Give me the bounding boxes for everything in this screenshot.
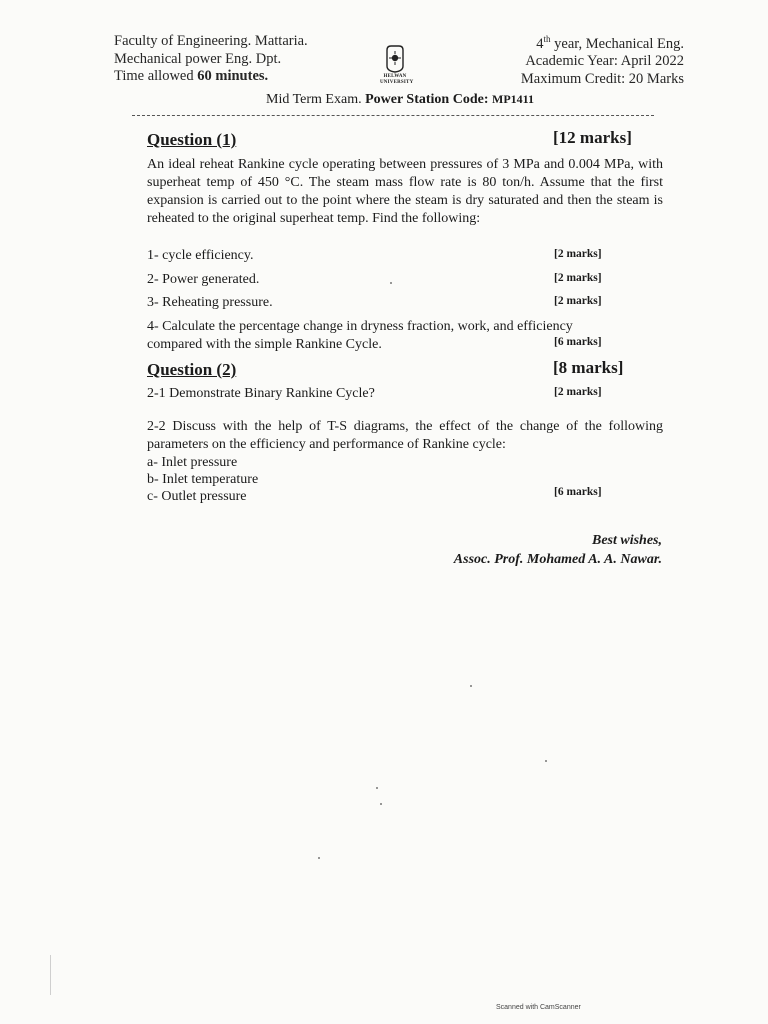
question-1-title: Question (1)	[147, 130, 237, 149]
signature-greeting: Best wishes,	[591, 533, 662, 548]
q2-item-1-marks: [2 marks]	[554, 386, 602, 398]
signature-name: Assoc. Prof. Mohamed A. A. Nawar.	[453, 552, 662, 567]
q2-sub-a: a- Inlet pressure	[147, 455, 238, 470]
max-credit-line: Maximum Credit: 20 Marks	[520, 70, 684, 87]
department-line: Mechanical power Eng. Dpt.	[114, 50, 282, 67]
university-logo	[380, 44, 414, 85]
logo-emblem-icon	[384, 44, 406, 74]
header-left	[114, 33, 308, 86]
q1-item-4-marks: [6 marks]	[554, 336, 602, 348]
time-value: 60 minutes.	[197, 68, 269, 84]
time-prefix: Time allowed	[114, 68, 198, 84]
dashed-divider	[132, 115, 654, 116]
q1-item-4: 4- Calculate the percentage change in dryness fraction, work, and efficiency compared with the simple Rankine Cycle.	[147, 319, 573, 352]
q2-sub-b: b- Inlet temperature	[147, 472, 259, 487]
scan-speck	[390, 282, 392, 284]
question-1-marks: [12 marks]	[553, 128, 632, 147]
question-2-title: Question (2)	[147, 360, 237, 379]
academic-year-line: Academic Year: April 2022	[525, 53, 684, 70]
scan-speck	[545, 760, 547, 762]
q2-item-2: 2-2 Discuss with the help of T-S diagrams, the effect of the change of the following parameters on the efficiency and performance of Rankine cycle:	[147, 419, 663, 452]
q2-item-1: 2-1 Demonstrate Binary Rankine Cycle?	[147, 386, 375, 401]
q1-item-3: 3- Reheating pressure.	[147, 295, 273, 310]
scan-speck	[470, 685, 472, 687]
scan-speck	[380, 803, 382, 805]
q1-item-3-marks: [2 marks]	[554, 295, 602, 307]
scan-speck	[318, 857, 320, 859]
q2-sub-c: c- Outlet pressure	[147, 489, 247, 504]
q1-item-1-marks: [2 marks]	[554, 248, 602, 260]
header-right	[521, 31, 684, 88]
logo-text-1: HELWAN	[383, 74, 407, 79]
scanner-watermark: Scanned with CamScanner	[496, 1004, 581, 1011]
exam-title: Mid Term Exam. Power Station Code: MP1411	[266, 92, 534, 107]
scan-speck	[376, 787, 378, 789]
q1-item-1: 1- cycle efficiency.	[147, 248, 254, 263]
q1-item-2-marks: [2 marks]	[554, 272, 602, 284]
question-1-body: An ideal reheat Rankine cycle operating between pressures of 3 MPa and 0.004 MPa, with superheat temp of 450 °C. The steam mass flow rate is 80 ton/h. Assume that the first expansion is carried out to the point where the steam is dry saturated and then the steam is reheated to the original superheat temp. Find the following:	[147, 157, 663, 226]
q1-item-2: 2- Power generated.	[147, 272, 260, 287]
faculty-line: Faculty of Engineering. Mattaria.	[114, 33, 308, 49]
year-line: 4th year, Mechanical Eng.	[536, 34, 684, 52]
time-allowed-line	[114, 68, 308, 86]
question-2-marks: [8 marks]	[553, 358, 624, 377]
logo-text-2: UNIVERSITY	[380, 79, 414, 85]
q2-sub-marks: [6 marks]	[554, 486, 602, 498]
scan-edge-mark	[50, 955, 51, 995]
